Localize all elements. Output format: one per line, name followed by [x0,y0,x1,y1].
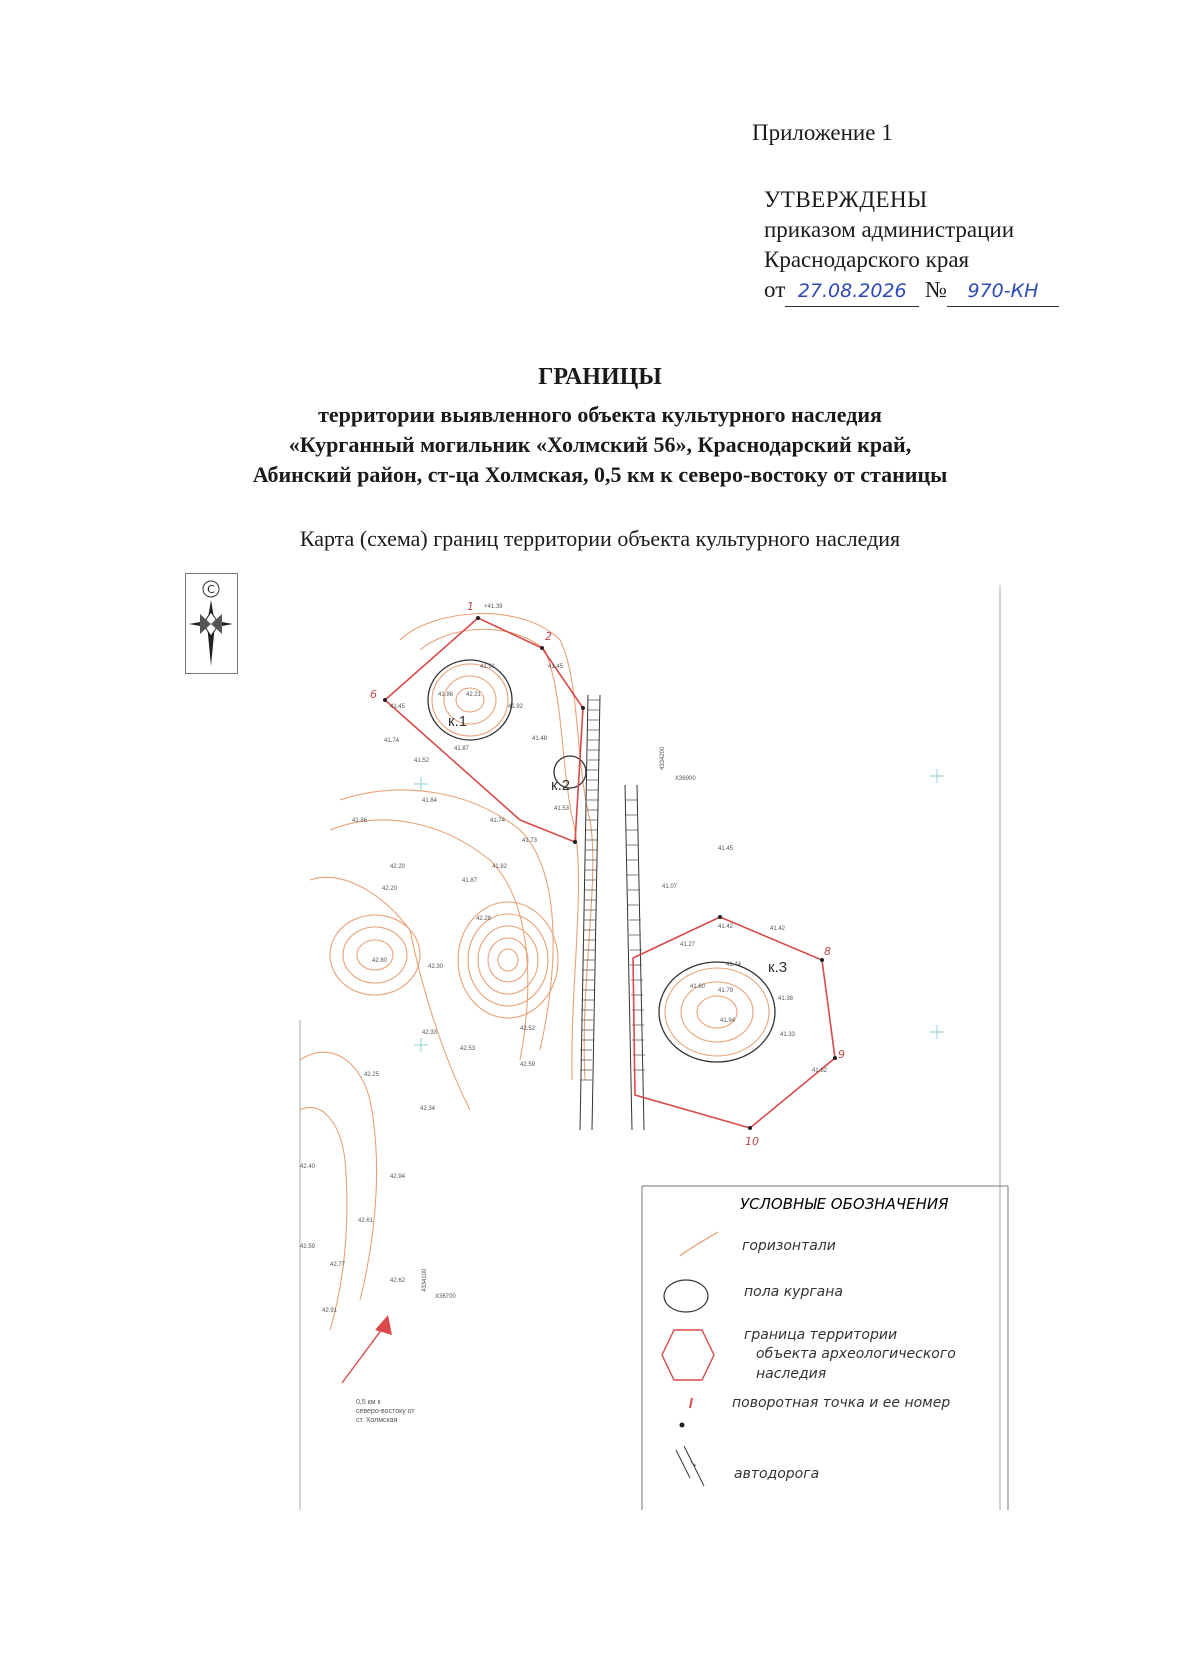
road-note-line-1: 0,5 км к [356,1399,381,1406]
turning-point-label: 10 [745,1135,759,1148]
title-line-1: территории выявленного объекта культурного наследия [318,402,882,427]
elevation-mark: 41.33 [780,1032,796,1038]
elevation-mark: 42.20 [390,864,406,870]
title-line-2: «Курганный могильник «Холмский 56», Краснодарский край, [288,432,912,457]
map-legend [642,1186,1008,1510]
legend-boundary-label-2: объекта археологического [756,1346,956,1362]
turning-point-label: 1 [467,600,474,613]
elevation-mark: 41.53 [554,806,570,812]
elevation-mark: 41.86 [438,692,454,698]
elevation-mark: 41.87 [454,746,470,752]
legend-boundary-label-1: граница территории [744,1327,898,1343]
compass-letter: С [207,583,215,596]
elevation-mark: 41.45 [548,664,564,670]
elevation-mark: 42.62 [390,1278,406,1284]
elevation-mark: 42.59 [520,1062,536,1068]
elevation-mark: 41.73 [522,838,538,844]
elevation-mark: 42.25 [364,1072,380,1078]
elevation-mark: 41.48 [532,736,548,742]
road-note-line-2: северо-востоку от [356,1408,415,1415]
elevation-mark: 42.77 [330,1262,346,1268]
mound-label: к.3 [768,959,788,976]
mound-3-outline [659,962,775,1062]
elevation-mark: 42.61 [358,1218,374,1224]
legend-point-label: поворотная точка и ее номер [732,1395,951,1411]
title-line-3: Абинский район, ст-ца Холмская, 0,5 км к северо-востоку от станицы [252,462,948,487]
mound-label: к.2 [551,777,571,794]
elevation-mark: 41.82 [492,864,508,870]
elevation-mark: 41.45 [390,704,406,710]
elevation-mark: 41.87 [462,878,478,884]
map-subtitle: Карта (схема) границ территории объекта культурного наследия [299,526,901,551]
elevation-mark: 42.33 [422,1030,438,1036]
elevation-mark: 42.91 [322,1308,338,1314]
approved-line-3: Краснодарского края [764,247,970,272]
elevation-mark: 41.79 [718,988,734,994]
elevation-mark: 41.91 [480,664,496,670]
number-prefix: № [925,277,947,302]
turning-point-legend-icon [690,1398,692,1408]
elevation-mark: 41.84 [422,798,438,804]
coord-label: 4334200 [660,746,666,770]
legend-contour-label: горизонтали [742,1238,836,1254]
coord-label: X36700 [435,1294,456,1300]
mound-floor-legend-icon [664,1280,708,1312]
legend-road-label: автодорога [734,1466,820,1482]
turning-point-label: 6 [370,688,377,701]
direction-arrow [342,1315,392,1383]
elevation-mark: 41.42 [718,924,734,930]
elevation-mark: 41.44 [726,962,742,968]
number-value: 970-КН [967,280,1039,302]
date-prefix: от [764,277,786,302]
mound-label: к.1 [448,713,468,730]
elevation-mark: 42.34 [420,1106,436,1112]
elevation-mark: 41.38 [778,996,794,1002]
elevation-mark: 42.28 [476,916,492,922]
appendix-label: Приложение 1 [752,120,893,145]
approved-line-2: приказом администрации [764,217,1015,242]
date-value: 27.08.2026 [797,280,907,302]
elevation-mark: 42.52 [520,1026,536,1032]
approved-heading: УТВЕРЖДЕНЫ [764,187,928,212]
elevation-mark: 41.42 [770,926,786,932]
elevation-mark: 41.86 [352,818,368,824]
turning-point-legend-dot [680,1423,685,1428]
elevation-mark: 41.74 [490,818,506,824]
turning-point-label: 2 [545,630,552,643]
elevation-mark: 42.21 [466,692,482,698]
elevation-mark: 42.40 [300,1164,316,1170]
road-legend-icon [676,1446,704,1486]
elevation-mark: 42.59 [300,1244,316,1250]
elevation-mark: 41.07 [662,884,678,890]
coord-label: X36900 [675,776,696,782]
coord-label: 4334100 [422,1268,428,1292]
elevation-mark: 42.53 [460,1046,476,1052]
legend-mound-label: пола кургана [744,1284,843,1300]
turning-point-label: 9 [838,1048,845,1061]
contour-legend-icon [680,1232,718,1256]
elevation-mark: +41.39 [484,604,503,610]
grid-crosses [414,769,944,1052]
elevation-mark: 41.52 [414,758,430,764]
mound-outlines [428,660,775,1062]
elevation-mark: 41.74 [384,738,400,744]
road-note-line-3: ст. Холмская [356,1417,398,1424]
elevation-mark: 42.94 [390,1174,406,1180]
legend-title: УСЛОВНЫЕ ОБОЗНАЧЕНИЯ [740,1195,949,1213]
elevation-mark: 42.20 [382,886,398,892]
boundary-legend-icon [662,1330,714,1380]
elevation-mark: 41.94 [720,1018,736,1024]
elevation-mark: 41.45 [718,846,734,852]
elevation-mark: 41.27 [680,942,696,948]
document-title: ГРАНИЦЫ [538,364,662,390]
legend-boundary-label-3: наследия [756,1366,827,1382]
elevation-mark: 41.62 [812,1068,828,1074]
elevation-mark: 42.80 [372,958,388,964]
mound-1-outline [428,660,512,740]
elevation-mark: 41.60 [690,984,706,990]
turning-point-label: 8 [824,945,831,958]
elevation-mark: 42.30 [428,964,444,970]
elevation-mark: 41.92 [508,704,524,710]
